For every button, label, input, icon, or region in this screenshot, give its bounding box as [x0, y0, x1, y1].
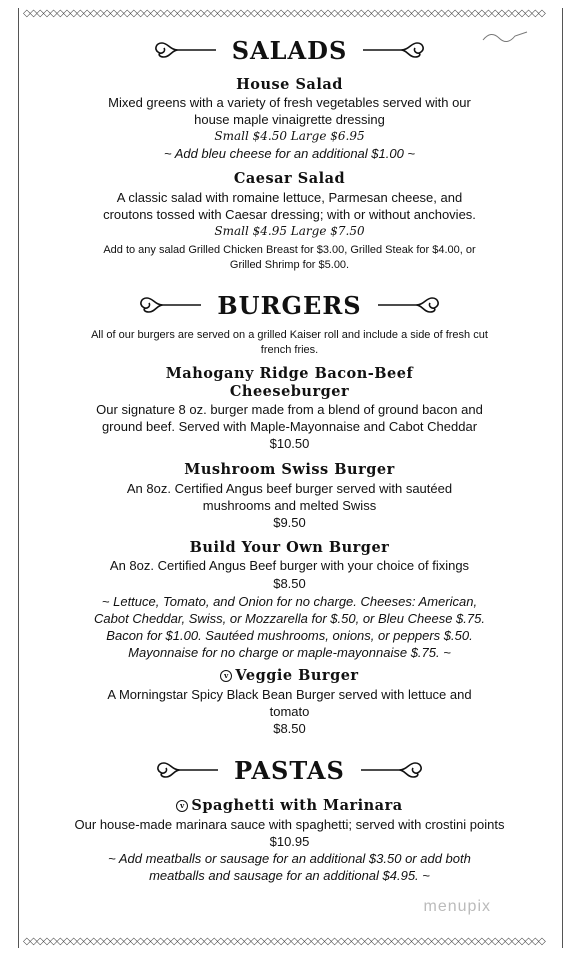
section-title-burgers: BURGERS — [217, 290, 362, 320]
item-desc-mushroom-swiss-2: mushrooms and melted Swiss — [202, 498, 377, 513]
item-desc-mahogany-2: ground beef. Served with Maple-Mayonnaise and Cabot Cheddar — [101, 419, 478, 434]
section-header-burgers — [30, 285, 549, 325]
salad-addon-1: Add to any salad Grilled Chicken Breast for $3.00, Grilled Steak for $4.00, or — [103, 244, 476, 256]
watermark: menupix — [423, 898, 491, 915]
item-title-caesar-salad: Caesar Salad — [233, 170, 346, 187]
decorative-border-bottom: ◇◇◇◇◇◇◇◇◇◇◇◇◇◇◇◇◇◇◇◇◇◇◇◇◇◇◇◇◇◇◇◇◇◇◇◇◇◇◇◇◇◇◇◇◇◇◇◇◇◇◇◇◇◇◇◇◇◇◇◇◇◇◇◇◇◇◇◇◇◇◇◇◇◇◇◇◇◇ — [23, 936, 545, 947]
item-title-house-salad: House Salad — [236, 76, 343, 93]
flourish-left-icon — [133, 294, 203, 316]
flourish-right-icon — [376, 294, 446, 316]
item-desc-mushroom-swiss-1: An 8oz. Certified Angus beef burger served with sautéed — [126, 481, 453, 496]
item-note-build-your-own-1: ~ Lettuce, Tomato, and Onion for no charge. Cheeses: American, — [101, 594, 478, 609]
flourish-right-icon — [361, 39, 431, 61]
section-title-salads: SALADS — [231, 35, 348, 65]
section-header-salads — [30, 30, 549, 70]
flourish-left-icon — [148, 39, 218, 61]
item-price-build-your-own: $8.50 — [273, 576, 306, 591]
item-price-mushroom-swiss: $9.50 — [273, 515, 306, 530]
item-desc-caesar-salad-1: A classic salad with romaine lettuce, Parmesan cheese, and — [116, 190, 463, 205]
item-desc-build-your-own: An 8oz. Certified Angus Beef burger with your choice of fixings — [109, 558, 470, 573]
section-header-pastas — [30, 750, 549, 790]
salad-addon-2: Grilled Shrimp for $5.00. — [229, 259, 350, 271]
item-desc-veggie-burger-2: tomato — [269, 704, 310, 719]
veggie-burger-title: Veggie Burger — [235, 667, 359, 684]
burgers-intro-1: All of our burgers are served on a grilled Kaiser roll and include a side of fresh cut — [91, 329, 488, 341]
item-desc-house-salad-2: house maple vinaigrette dressing — [194, 112, 385, 127]
item-desc-veggie-burger-1: A Morningstar Spicy Black Bean Burger served with lettuce and — [107, 687, 472, 702]
section-title-pastas: PASTAS — [234, 755, 345, 785]
item-note-build-your-own-3: Bacon for $1.00. Sautéed mushrooms, onions, or peppers $.50. — [106, 628, 473, 643]
item-price-veggie-burger: $8.50 — [273, 721, 306, 736]
flourish-left-icon — [150, 759, 220, 781]
item-note-spaghetti-1: ~ Add meatballs or sausage for an additional $3.50 or add both — [108, 851, 471, 866]
item-note-house-salad: ~ Add bleu cheese for an additional $1.00 ~ — [163, 146, 416, 161]
item-desc-caesar-salad-2: croutons tossed with Caesar dressing; with or without anchovies. — [103, 207, 476, 222]
item-price-caesar-salad: Small $4.95 Large $7.50 — [214, 224, 365, 238]
spaghetti-title: Spaghetti with Marinara — [191, 797, 403, 814]
item-desc-house-salad-1: Mixed greens with a variety of fresh vegetables served with our — [108, 95, 471, 110]
item-title-mushroom-swiss: Mushroom Swiss Burger — [184, 461, 395, 478]
item-desc-mahogany-1: Our signature 8 oz. burger made from a blend of ground bacon and — [96, 402, 483, 417]
burgers-intro-2: french fries. — [260, 344, 319, 356]
item-title-mahogany-1: Mahogany Ridge Bacon-Beef — [165, 365, 414, 382]
flourish-right-icon — [359, 759, 429, 781]
item-price-spaghetti: $10.95 — [269, 834, 310, 849]
item-price-mahogany: $10.50 — [269, 436, 310, 451]
item-title-veggie-burger — [30, 667, 549, 685]
vegetarian-icon: v — [176, 800, 188, 812]
vegetarian-icon: v — [220, 670, 232, 682]
item-desc-spaghetti: Our house-made marinara sauce with spaghetti; served with crostini points — [74, 817, 505, 832]
item-title-mahogany-2: Cheeseburger — [229, 383, 350, 400]
item-note-build-your-own-2: Cabot Cheddar, Swiss, or Mozzarella for $.50, or Bleu Cheese $.75. — [94, 611, 485, 626]
item-price-house-salad: Small $4.50 Large $6.95 — [214, 129, 365, 143]
decorative-border-top: ◇◇◇◇◇◇◇◇◇◇◇◇◇◇◇◇◇◇◇◇◇◇◇◇◇◇◇◇◇◇◇◇◇◇◇◇◇◇◇◇◇◇◇◇◇◇◇◇◇◇◇◇◇◇◇◇◇◇◇◇◇◇◇◇◇◇◇◇◇◇◇◇◇◇◇◇◇◇ — [23, 8, 545, 19]
item-title-build-your-own: Build Your Own Burger — [189, 539, 390, 556]
item-note-build-your-own-4: Mayonnaise for no charge or maple-mayonnaise $.75. ~ — [128, 645, 451, 660]
item-title-spaghetti — [30, 797, 549, 815]
item-note-spaghetti-2: meatballs and sausage for an additional $4.95. ~ — [149, 868, 430, 883]
